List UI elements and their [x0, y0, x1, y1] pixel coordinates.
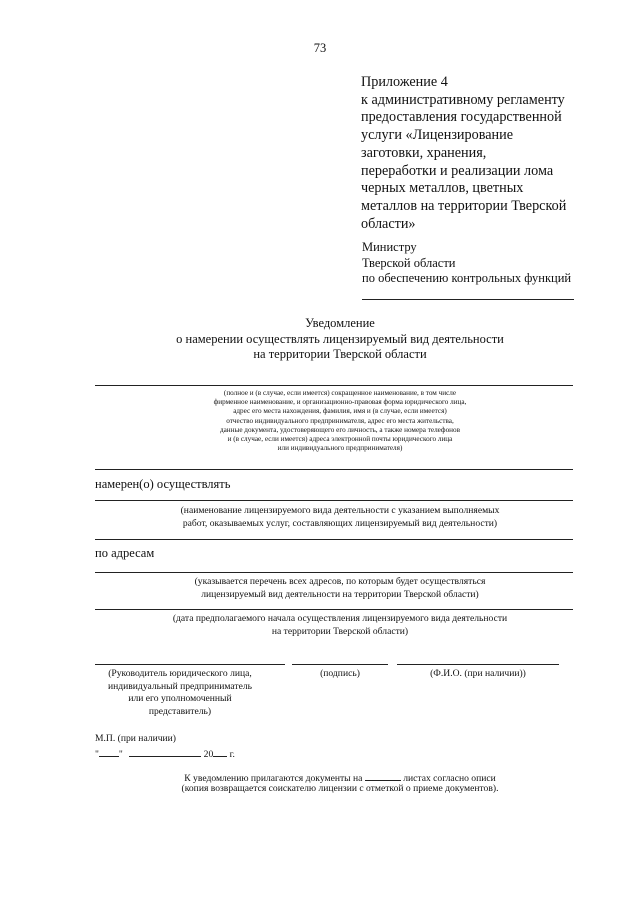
title-line: на территории Тверской области	[253, 347, 427, 361]
hint-line: (полное и (в случае, если имеется) сокращенное наименование, в том числе	[223, 389, 457, 397]
hint-line: работ, оказываемых услуг, составляющих лицензируемый вид деятельности)	[182, 517, 498, 529]
applicant-blank-line-2	[95, 469, 573, 470]
hint-line: (наименование лицензируемого вида деятельности с указанием выполняемых	[180, 505, 500, 516]
address-label: по адресам	[95, 546, 155, 560]
hint-line: адрес его места нахождения, фамилия, имя и (в случае, если имеется)	[233, 407, 447, 416]
activity-blank-line	[95, 500, 573, 501]
quote-close: "	[118, 749, 123, 760]
month-blank	[129, 746, 201, 757]
caption-line: индивидуальный предприниматель	[107, 680, 253, 692]
appendix-line: предоставления государственной	[361, 109, 562, 126]
hint-line: данные документа, удостоверяющего его личность, а также номера телефонов	[219, 425, 461, 434]
seal-label: М.П. (при наличии)	[95, 733, 176, 744]
signature-line	[292, 664, 388, 665]
title-heading: Уведомление	[305, 316, 375, 330]
hint-line: (дата предполагаемого начала осуществления лицензируемого вида деятельности	[172, 613, 508, 624]
applicant-blank-line	[95, 385, 573, 386]
title-line: о намерении осуществлять лицензируемый вид деятельности	[176, 331, 504, 346]
appendix-line: металлов на территории Тверской	[361, 197, 567, 214]
addressee-line: Тверской области	[362, 255, 456, 270]
activity-blank-line-2	[95, 539, 573, 540]
head-caption	[90, 668, 270, 718]
appendix-block	[361, 74, 631, 233]
hint-line: (указывается перечень всех адресов, по которым будет осуществляться	[194, 576, 486, 587]
address-blank-line-2	[95, 609, 573, 610]
caption-line: (Руководитель юридического лица,	[108, 668, 252, 679]
head-signature-line	[95, 664, 285, 665]
hint-line: отчество индивидуального предпринимателя, адрес его места жительства,	[226, 416, 454, 425]
hint-line: на территории Тверской области)	[271, 625, 409, 637]
signature-caption: (подпись)	[320, 668, 360, 679]
address-hint	[120, 576, 560, 601]
footer-text: К уведомлению прилагаются документы на	[184, 773, 363, 784]
year-suffix: г.	[229, 749, 235, 760]
address-blank-line	[95, 572, 573, 573]
addressee-blank-line	[362, 299, 574, 300]
applicant-hint	[150, 389, 530, 453]
activity-hint	[120, 505, 560, 530]
sheets-blank	[365, 770, 401, 781]
appendix-line: Приложение 4	[361, 74, 448, 90]
hint-line: и (в случае, если имеется) адреса электронной почты юридического лица	[227, 435, 453, 444]
caption-line: или его уполномоченный	[128, 693, 232, 704]
appendix-line: черных металлов, цветных	[361, 180, 524, 197]
addressee-block	[362, 240, 632, 287]
year-blank	[213, 746, 227, 757]
appendix-line: к административному регламенту	[361, 91, 565, 108]
document-title	[100, 316, 580, 363]
addressee-line: Министру	[362, 240, 417, 254]
caption-line: представитель)	[148, 705, 212, 717]
addressee-line: по обеспечению контрольных функций	[362, 271, 572, 285]
day-blank	[99, 746, 119, 757]
date-hint	[110, 613, 570, 638]
appendix-line: услуги «Лицензирование	[361, 127, 513, 144]
quote-open: "	[95, 749, 99, 760]
hint-line: или индивидуального предпринимателя)	[277, 444, 403, 453]
intent-label: намерен(о) осуществлять	[95, 477, 231, 491]
page-number: 73	[313, 41, 327, 55]
year-prefix: 20	[203, 749, 214, 760]
date-fill-row	[95, 746, 235, 762]
appendix-line: заготовки, хранения,	[361, 144, 487, 161]
appendix-line: области»	[361, 215, 416, 232]
hint-line: фирменное наименование, и организационно-правовая форма юридического лица,	[213, 398, 467, 407]
hint-line: лицензируемый вид деятельности на территории Тверской области)	[201, 588, 479, 600]
fio-line	[397, 664, 559, 665]
footer-line-2: (копия возвращается соискателю лицензии с отметкой о приеме документов).	[181, 783, 499, 794]
footer-text: листах согласно описи	[403, 773, 496, 784]
fio-caption: (Ф.И.О. (при наличии))	[430, 668, 526, 679]
appendix-line: переработки и реализации лома	[361, 162, 554, 179]
